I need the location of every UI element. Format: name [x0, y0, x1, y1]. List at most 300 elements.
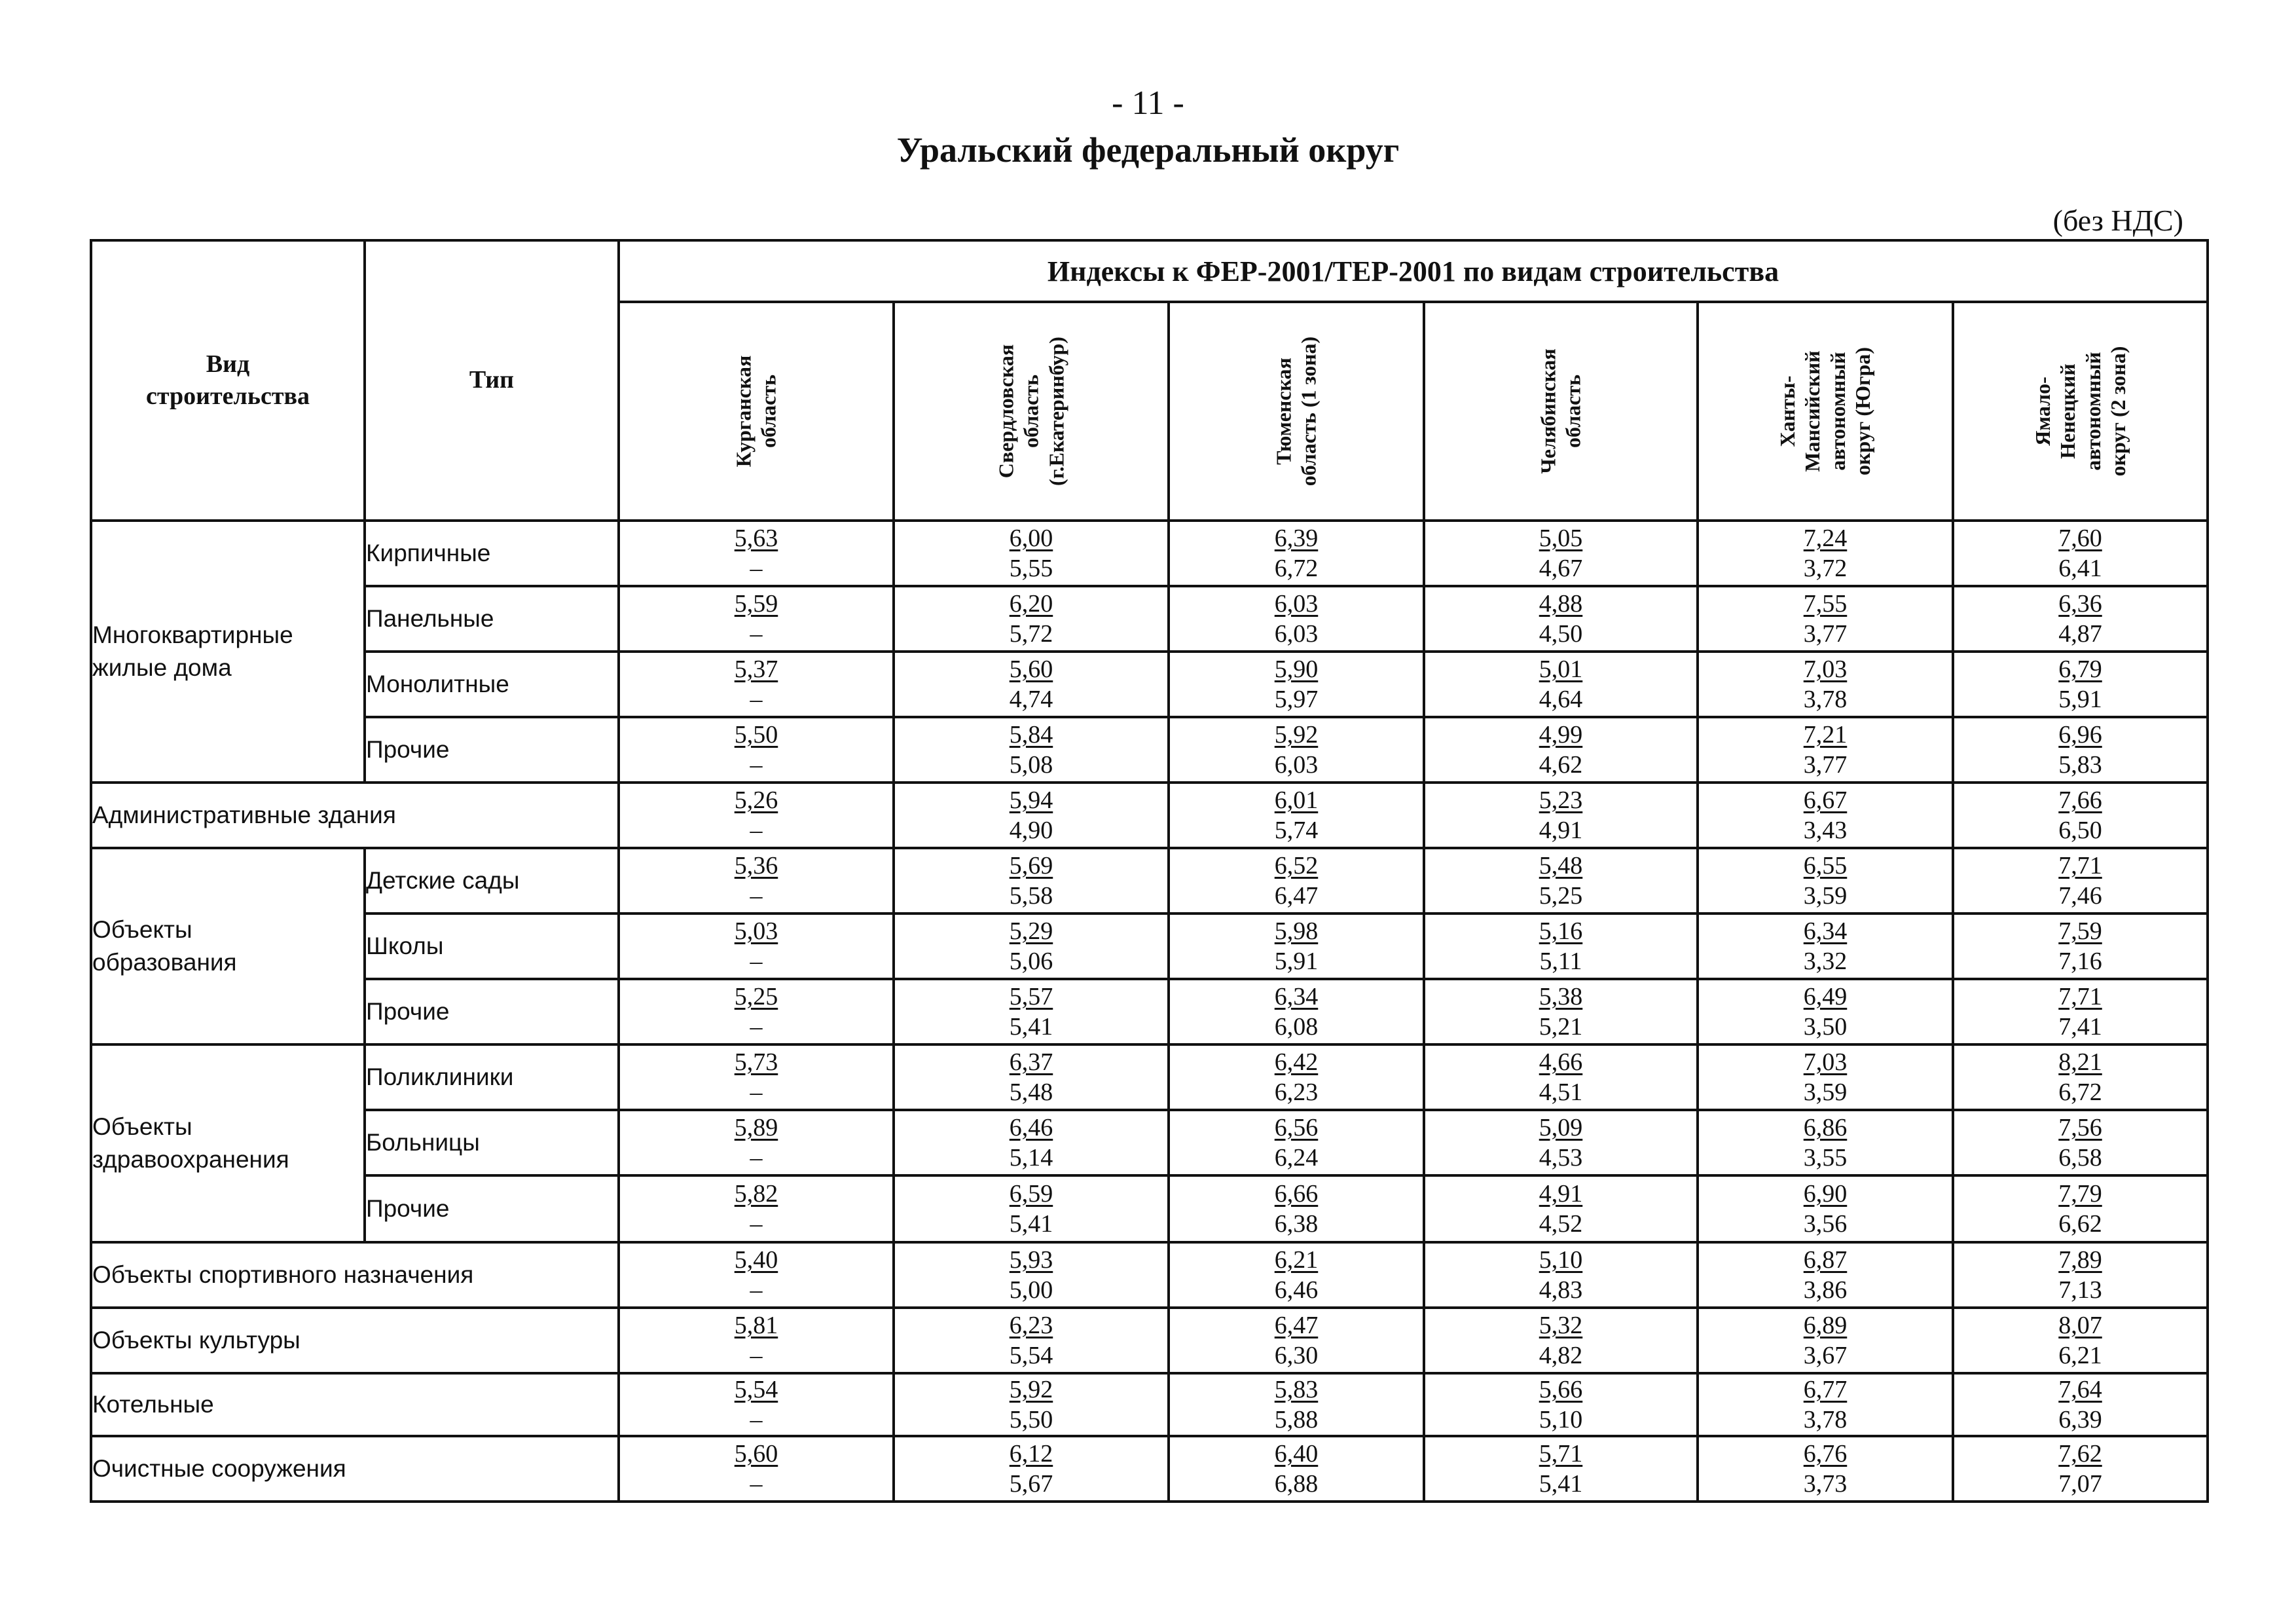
index-cell [1953, 652, 2208, 717]
index-value-top: 6,00 [1009, 525, 1053, 552]
index-value-bottom: 6,23 [1274, 1079, 1319, 1106]
table-row [91, 1242, 2208, 1308]
index-value-top: 6,96 [2058, 721, 2102, 748]
index-value-bottom: 7,13 [2058, 1276, 2102, 1304]
index-value-bottom: 3,67 [1803, 1342, 1848, 1369]
index-cell [1698, 1242, 1953, 1308]
index-value-top: 5,57 [1009, 983, 1053, 1010]
index-value-bottom: – [750, 751, 763, 779]
index-value-bottom: – [750, 1276, 763, 1304]
index-cell [894, 1308, 1169, 1373]
table-row [91, 1308, 2208, 1373]
vat-note: (без НДС) [2052, 204, 2183, 237]
index-value-top: 7,71 [2058, 983, 2102, 1010]
index-value-top: 5,98 [1274, 917, 1319, 945]
index-value-top: 6,37 [1009, 1048, 1053, 1076]
index-value-bottom: 5,25 [1539, 882, 1583, 910]
header-type: Тип [365, 240, 619, 521]
index-cell [1424, 1436, 1698, 1502]
index-value-bottom: 6,03 [1274, 620, 1319, 648]
index-cell [619, 652, 894, 717]
index-value-bottom: 6,41 [2058, 555, 2102, 582]
index-value-top: 7,79 [2058, 1180, 2102, 1208]
index-value-bottom: 3,59 [1803, 1079, 1848, 1106]
index-cell [619, 979, 894, 1044]
index-table [90, 239, 2209, 1503]
index-cell [1698, 521, 1953, 586]
index-value-top: 6,34 [1803, 917, 1848, 945]
table-row [91, 783, 2208, 848]
index-value-top: 6,47 [1274, 1312, 1319, 1339]
index-value-top: 5,93 [1009, 1246, 1053, 1274]
index-cell [1953, 1373, 2208, 1436]
index-value-bottom: – [750, 620, 763, 648]
index-value-bottom: 4,91 [1539, 817, 1583, 844]
header-region [619, 302, 894, 521]
index-value-bottom: 5,72 [1009, 620, 1053, 648]
index-cell [1953, 1436, 2208, 1502]
index-value-bottom: – [750, 686, 763, 713]
index-value-bottom: 6,38 [1274, 1210, 1319, 1238]
index-cell [1698, 652, 1953, 717]
table-row [91, 717, 2208, 783]
index-cell [1424, 717, 1698, 783]
header-region [1953, 302, 2208, 521]
construction-kind: Административные здания [91, 783, 619, 848]
index-value-bottom: – [750, 882, 763, 910]
index-cell [619, 783, 894, 848]
index-value-bottom: 5,50 [1009, 1406, 1053, 1433]
index-value-bottom: 6,72 [2058, 1079, 2102, 1106]
index-cell [1169, 717, 1424, 783]
index-value-bottom: 6,50 [2058, 817, 2102, 844]
index-value-top: 5,10 [1539, 1246, 1583, 1274]
index-value-top: 5,05 [1539, 525, 1583, 552]
index-value-top: 5,60 [734, 1440, 778, 1467]
index-value-bottom: 5,08 [1009, 751, 1053, 779]
index-value-bottom: 4,62 [1539, 751, 1583, 779]
index-value-bottom: 4,87 [2058, 620, 2102, 648]
index-value-bottom: 3,78 [1803, 1406, 1848, 1433]
index-value-bottom: – [750, 555, 763, 582]
index-value-top: 5,89 [734, 1114, 778, 1141]
index-value-top: 5,38 [1539, 983, 1583, 1010]
construction-kind: Объекты образования [91, 848, 365, 1044]
index-value-bottom: 4,67 [1539, 555, 1583, 582]
construction-kind: Объекты здравоохранения [91, 1044, 365, 1242]
index-value-top: 5,36 [734, 852, 778, 879]
index-cell [619, 1175, 894, 1242]
index-value-top: 4,99 [1539, 721, 1583, 748]
region-label: Тюменская область (1 зона) [1271, 336, 1321, 487]
index-value-bottom: 6,30 [1274, 1342, 1319, 1369]
construction-kind: Котельные [91, 1373, 619, 1436]
index-value-top: 6,86 [1803, 1114, 1848, 1141]
index-cell [1424, 1110, 1698, 1175]
index-cell [1953, 717, 2208, 783]
index-cell [894, 783, 1169, 848]
header-region [1169, 302, 1424, 521]
construction-type: Детские сады [365, 848, 619, 913]
index-cell [894, 1175, 1169, 1242]
index-cell [1169, 783, 1424, 848]
index-cell [894, 979, 1169, 1044]
index-cell [1169, 1175, 1424, 1242]
index-cell [1698, 1175, 1953, 1242]
index-value-bottom: 3,50 [1803, 1013, 1848, 1041]
index-value-top: 5,92 [1274, 721, 1319, 748]
index-value-bottom: 5,55 [1009, 555, 1053, 582]
index-cell [894, 521, 1169, 586]
construction-kind: Объекты культуры [91, 1308, 619, 1373]
index-cell [1169, 1242, 1424, 1308]
construction-type: Прочие [365, 717, 619, 783]
index-value-bottom: 6,03 [1274, 751, 1319, 779]
index-value-top: 7,89 [2058, 1246, 2102, 1274]
index-cell [1698, 1308, 1953, 1373]
index-cell [1953, 521, 2208, 586]
index-value-top: 7,71 [2058, 852, 2102, 879]
index-value-bottom: 6,08 [1274, 1013, 1319, 1041]
index-cell [1424, 1175, 1698, 1242]
index-value-bottom: 5,97 [1274, 686, 1319, 713]
index-value-top: 4,91 [1539, 1180, 1583, 1208]
index-value-top: 5,81 [734, 1312, 778, 1339]
index-cell [1953, 783, 2208, 848]
index-cell [619, 521, 894, 586]
index-value-bottom: 5,74 [1274, 817, 1319, 844]
index-value-bottom: 4,50 [1539, 620, 1583, 648]
index-value-top: 8,21 [2058, 1048, 2102, 1076]
index-value-bottom: 3,72 [1803, 555, 1848, 582]
index-value-bottom: – [750, 948, 763, 975]
index-cell [1953, 586, 2208, 652]
index-value-bottom: – [750, 1144, 763, 1172]
index-value-top: 7,62 [2058, 1440, 2102, 1467]
index-cell [1698, 848, 1953, 913]
index-cell [1698, 586, 1953, 652]
index-value-bottom: 6,24 [1274, 1144, 1319, 1172]
index-value-bottom: 5,21 [1539, 1013, 1583, 1041]
index-value-top: 5,48 [1539, 852, 1583, 879]
index-value-bottom: – [750, 1210, 763, 1238]
index-value-top: 6,55 [1803, 852, 1848, 879]
index-value-top: 5,54 [734, 1376, 778, 1403]
index-value-top: 5,82 [734, 1180, 778, 1208]
index-cell [1698, 717, 1953, 783]
index-value-top: 5,01 [1539, 655, 1583, 683]
index-value-top: 7,03 [1803, 655, 1848, 683]
construction-kind: Очистные сооружения [91, 1436, 619, 1502]
index-value-top: 5,40 [734, 1246, 778, 1274]
index-value-bottom: 5,88 [1274, 1406, 1319, 1433]
index-cell [619, 586, 894, 652]
index-value-bottom: – [750, 1079, 763, 1106]
index-value-top: 7,64 [2058, 1376, 2102, 1403]
index-cell [619, 1436, 894, 1502]
index-value-top: 6,87 [1803, 1246, 1848, 1274]
construction-type: Прочие [365, 1175, 619, 1242]
index-value-top: 5,71 [1539, 1440, 1583, 1467]
index-value-bottom: 5,11 [1539, 948, 1582, 975]
index-value-bottom: 4,90 [1009, 817, 1053, 844]
index-value-top: 6,90 [1803, 1180, 1848, 1208]
index-cell [1953, 1044, 2208, 1110]
index-cell [619, 1110, 894, 1175]
index-value-top: 5,94 [1009, 786, 1053, 814]
index-value-top: 5,92 [1009, 1376, 1053, 1403]
index-value-bottom: 4,51 [1539, 1079, 1583, 1106]
index-cell [619, 1373, 894, 1436]
region-label: Челябинская область [1536, 348, 1585, 474]
index-cell [894, 913, 1169, 979]
index-value-bottom: 5,67 [1009, 1470, 1053, 1498]
index-value-bottom: – [750, 1342, 763, 1369]
index-value-top: 5,50 [734, 721, 778, 748]
index-value-bottom: 7,41 [2058, 1013, 2102, 1041]
index-value-bottom: 5,10 [1539, 1406, 1583, 1433]
index-value-bottom: 5,41 [1009, 1013, 1053, 1041]
index-value-bottom: 5,48 [1009, 1079, 1053, 1106]
index-value-top: 6,36 [2058, 590, 2102, 618]
index-value-bottom: 7,07 [2058, 1470, 2102, 1498]
index-value-top: 5,84 [1009, 721, 1053, 748]
index-cell [894, 1044, 1169, 1110]
index-value-top: 6,03 [1274, 590, 1319, 618]
index-value-top: 4,66 [1539, 1048, 1583, 1076]
index-value-top: 6,46 [1009, 1114, 1053, 1141]
index-value-bottom: 4,64 [1539, 686, 1583, 713]
index-value-top: 6,56 [1274, 1114, 1319, 1141]
index-cell [894, 717, 1169, 783]
index-cell [1169, 1110, 1424, 1175]
index-cell [619, 1044, 894, 1110]
index-value-bottom: 3,56 [1803, 1210, 1848, 1238]
header-kind: Вид строительства [91, 240, 365, 521]
index-value-bottom: 5,06 [1009, 948, 1053, 975]
index-value-bottom: 6,21 [2058, 1342, 2102, 1369]
index-value-bottom: 6,39 [2058, 1406, 2102, 1433]
construction-type: Школы [365, 913, 619, 979]
index-cell [1424, 1373, 1698, 1436]
index-cell [1953, 1242, 2208, 1308]
table-row [91, 586, 2208, 652]
index-value-bottom: 4,53 [1539, 1144, 1583, 1172]
index-value-top: 6,49 [1803, 983, 1848, 1010]
table-row [91, 979, 2208, 1044]
index-cell [1424, 1044, 1698, 1110]
index-value-top: 5,03 [734, 917, 778, 945]
index-cell [894, 1373, 1169, 1436]
header-region [1698, 302, 1953, 521]
index-cell [894, 1242, 1169, 1308]
index-cell [1424, 783, 1698, 848]
index-cell [1169, 1436, 1424, 1502]
index-cell [619, 1308, 894, 1373]
index-cell [1169, 1044, 1424, 1110]
index-value-bottom: 5,91 [2058, 686, 2102, 713]
index-value-top: 8,07 [2058, 1312, 2102, 1339]
index-value-bottom: 3,78 [1803, 686, 1848, 713]
index-value-bottom: 6,46 [1274, 1276, 1319, 1304]
index-value-top: 6,52 [1274, 852, 1319, 879]
index-cell [1424, 979, 1698, 1044]
index-value-bottom: 6,88 [1274, 1470, 1319, 1498]
index-value-bottom: 3,32 [1803, 948, 1848, 975]
index-cell [1169, 913, 1424, 979]
index-value-bottom: 6,47 [1274, 882, 1319, 910]
index-value-top: 7,21 [1803, 721, 1848, 748]
page-title: Уральский федеральный округ [896, 130, 1400, 170]
table-row [91, 652, 2208, 717]
table-row [91, 1110, 2208, 1175]
index-value-bottom: – [750, 1470, 763, 1498]
index-value-bottom: 3,77 [1803, 620, 1848, 648]
index-value-top: 6,76 [1803, 1440, 1848, 1467]
index-cell [1169, 848, 1424, 913]
header-region [894, 302, 1169, 521]
index-cell [1953, 979, 2208, 1044]
index-value-top: 6,77 [1803, 1376, 1848, 1403]
index-value-top: 5,60 [1009, 655, 1053, 683]
index-value-bottom: 6,72 [1274, 555, 1319, 582]
index-cell [1698, 1373, 1953, 1436]
index-value-top: 7,55 [1803, 590, 1848, 618]
index-value-top: 5,09 [1539, 1114, 1583, 1141]
index-cell [1424, 1242, 1698, 1308]
index-cell [619, 913, 894, 979]
header-group: Индексы к ФЕР-2001/ТЕР-2001 по видам строительства [619, 240, 2208, 302]
table-row [91, 1436, 2208, 1502]
index-value-top: 7,60 [2058, 525, 2102, 552]
index-value-bottom: 4,82 [1539, 1342, 1583, 1369]
index-value-top: 5,63 [734, 525, 778, 552]
index-value-top: 5,16 [1539, 917, 1583, 945]
index-value-top: 6,01 [1274, 786, 1319, 814]
index-value-bottom: 7,16 [2058, 948, 2102, 975]
index-cell [1953, 848, 2208, 913]
index-cell [1953, 1308, 2208, 1373]
index-value-top: 7,66 [2058, 786, 2102, 814]
index-value-bottom: 4,74 [1009, 686, 1053, 713]
construction-type: Прочие [365, 979, 619, 1044]
region-label: Ямало- Ненецкий автономный округ (2 зона) [2030, 346, 2130, 477]
index-value-top: 6,66 [1274, 1180, 1319, 1208]
index-value-top: 5,66 [1539, 1376, 1583, 1403]
index-value-top: 6,79 [2058, 655, 2102, 683]
index-value-top: 5,83 [1274, 1376, 1319, 1403]
index-value-bottom: 3,86 [1803, 1276, 1848, 1304]
construction-type: Кирпичные [365, 521, 619, 586]
index-value-bottom: 6,58 [2058, 1144, 2102, 1172]
index-value-top: 5,69 [1009, 852, 1053, 879]
index-value-bottom: 3,73 [1803, 1470, 1848, 1498]
index-value-top: 5,23 [1539, 786, 1583, 814]
construction-type: Монолитные [365, 652, 619, 717]
index-value-bottom: 5,58 [1009, 882, 1053, 910]
index-value-top: 5,59 [734, 590, 778, 618]
index-value-top: 6,67 [1803, 786, 1848, 814]
index-cell [1424, 1308, 1698, 1373]
region-label: Курганская область [731, 355, 780, 468]
index-value-bottom: 5,83 [2058, 751, 2102, 779]
index-value-top: 6,59 [1009, 1180, 1053, 1208]
index-value-top: 6,20 [1009, 590, 1053, 618]
index-cell [894, 1110, 1169, 1175]
index-cell [1953, 1175, 2208, 1242]
index-value-bottom: 5,14 [1009, 1144, 1053, 1172]
construction-type: Больницы [365, 1110, 619, 1175]
index-cell [1698, 979, 1953, 1044]
construction-kind: Многоквартирные жилые дома [91, 521, 365, 783]
index-cell [1169, 521, 1424, 586]
index-cell [1424, 913, 1698, 979]
index-value-top: 6,12 [1009, 1440, 1053, 1467]
table-row [91, 1373, 2208, 1436]
region-label: Ханты- Мансийский автономный округ (Югра) [1776, 347, 1875, 476]
index-cell [619, 717, 894, 783]
index-cell [1424, 848, 1698, 913]
construction-kind: Объекты спортивного назначения [91, 1242, 619, 1308]
index-value-top: 6,89 [1803, 1312, 1848, 1339]
index-value-bottom: 4,83 [1539, 1276, 1583, 1304]
index-cell [1698, 1436, 1953, 1502]
construction-type: Поликлиники [365, 1044, 619, 1110]
index-value-top: 6,39 [1274, 525, 1319, 552]
index-value-bottom: 4,52 [1539, 1210, 1583, 1238]
index-cell [1698, 783, 1953, 848]
index-value-bottom: 5,41 [1009, 1210, 1053, 1238]
table-row [91, 1175, 2208, 1242]
index-value-top: 6,42 [1274, 1048, 1319, 1076]
index-cell [894, 848, 1169, 913]
index-value-bottom: 5,54 [1009, 1342, 1053, 1369]
index-cell [1169, 586, 1424, 652]
index-value-top: 7,03 [1803, 1048, 1848, 1076]
index-value-top: 7,59 [2058, 917, 2102, 945]
index-value-top: 5,32 [1539, 1312, 1583, 1339]
table-row [91, 521, 2208, 586]
index-value-bottom: – [750, 1013, 763, 1041]
index-cell [894, 586, 1169, 652]
index-cell [1953, 913, 2208, 979]
index-cell [1169, 1308, 1424, 1373]
index-value-bottom: 5,00 [1009, 1276, 1053, 1304]
index-cell [1169, 979, 1424, 1044]
table-row [91, 848, 2208, 913]
index-cell [1424, 521, 1698, 586]
index-value-bottom: 3,55 [1803, 1144, 1848, 1172]
index-value-top: 6,23 [1009, 1312, 1053, 1339]
index-value-top: 7,56 [2058, 1114, 2102, 1141]
construction-type: Панельные [365, 586, 619, 652]
index-cell [1953, 1110, 2208, 1175]
index-cell [1698, 1110, 1953, 1175]
index-cell [1169, 1373, 1424, 1436]
index-value-top: 5,37 [734, 655, 778, 683]
index-value-bottom: 6,62 [2058, 1210, 2102, 1238]
index-cell [1698, 1044, 1953, 1110]
index-value-top: 6,40 [1274, 1440, 1319, 1467]
index-value-top: 5,25 [734, 983, 778, 1010]
index-value-bottom: – [750, 1406, 763, 1433]
index-value-top: 6,34 [1274, 983, 1319, 1010]
index-cell [1424, 586, 1698, 652]
table-row [91, 1044, 2208, 1110]
page-number: - 11 - [1112, 84, 1184, 122]
index-cell [619, 848, 894, 913]
index-value-top: 5,73 [734, 1048, 778, 1076]
